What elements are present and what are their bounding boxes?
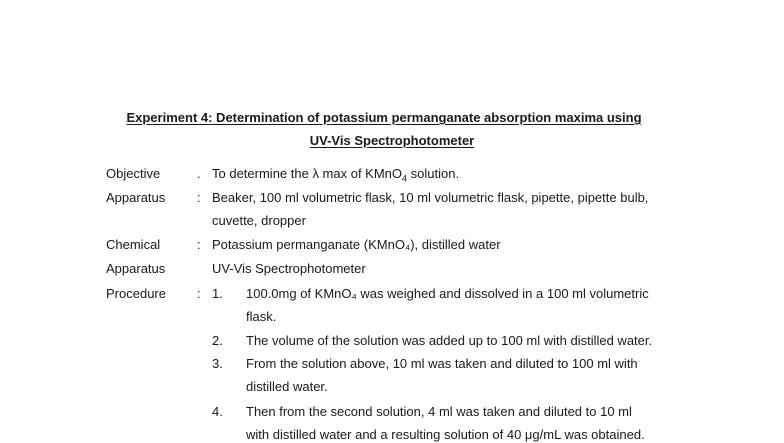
step-3-line-2: distilled water.	[246, 379, 328, 394]
objective-separator: .	[197, 166, 201, 181]
step-1-line-1: 100.0mg of KMnO₄ was weighed and dissolved in a 100 ml volumetric	[246, 286, 649, 301]
objective-label: Objective	[106, 166, 161, 181]
procedure-separator: :	[197, 286, 201, 301]
step-1-number: 1.	[212, 286, 223, 301]
objective-value	[212, 166, 459, 187]
objective-value-subscript: 4	[402, 173, 408, 184]
chemical-value: Potassium permanganate (KMnO₄), distilled water	[212, 237, 501, 252]
step-4-line-2: with distilled water and a resulting solution of 40 μg/mL was obtained.	[246, 427, 645, 442]
experiment-title-line-2: UV-Vis Spectrophotometer	[309, 133, 475, 148]
step-4-line-1: Then from the second solution, 4 ml was taken and diluted to 10 ml	[246, 404, 632, 419]
step-1-line-2: flask.	[246, 309, 277, 324]
apparatus-value-line-1: Beaker, 100 ml volumetric flask, 10 ml volumetric flask, pipette, pipette bulb,	[212, 190, 649, 205]
apparatus-label: Apparatus	[106, 190, 166, 205]
apparatus-value-line-2: cuvette, dropper	[212, 213, 306, 228]
objective-value-text: To determine the λ max of KMnO	[212, 166, 403, 181]
procedure-label: Procedure	[106, 286, 166, 301]
chemical-label: Chemical	[106, 237, 161, 252]
step-3-number: 3.	[212, 356, 223, 371]
step-3-line-1: From the solution above, 10 ml was taken and diluted to 100 ml with	[246, 356, 638, 371]
experiment-title-line-1: Experiment 4: Determination of potassium permanganate absorption maxima using	[126, 110, 642, 125]
step-4-number: 4.	[212, 404, 223, 419]
step-2-line-1: The volume of the solution was added up to 100 ml with distilled water.	[246, 333, 653, 348]
chemical-separator: :	[197, 237, 201, 252]
apparatus-separator: :	[197, 190, 201, 205]
instrument-value: UV-Vis Spectrophotometer	[212, 261, 366, 276]
step-2-number: 2.	[212, 333, 223, 348]
objective-value-suffix: solution.	[407, 166, 460, 181]
instrument-label: Apparatus	[106, 261, 166, 276]
